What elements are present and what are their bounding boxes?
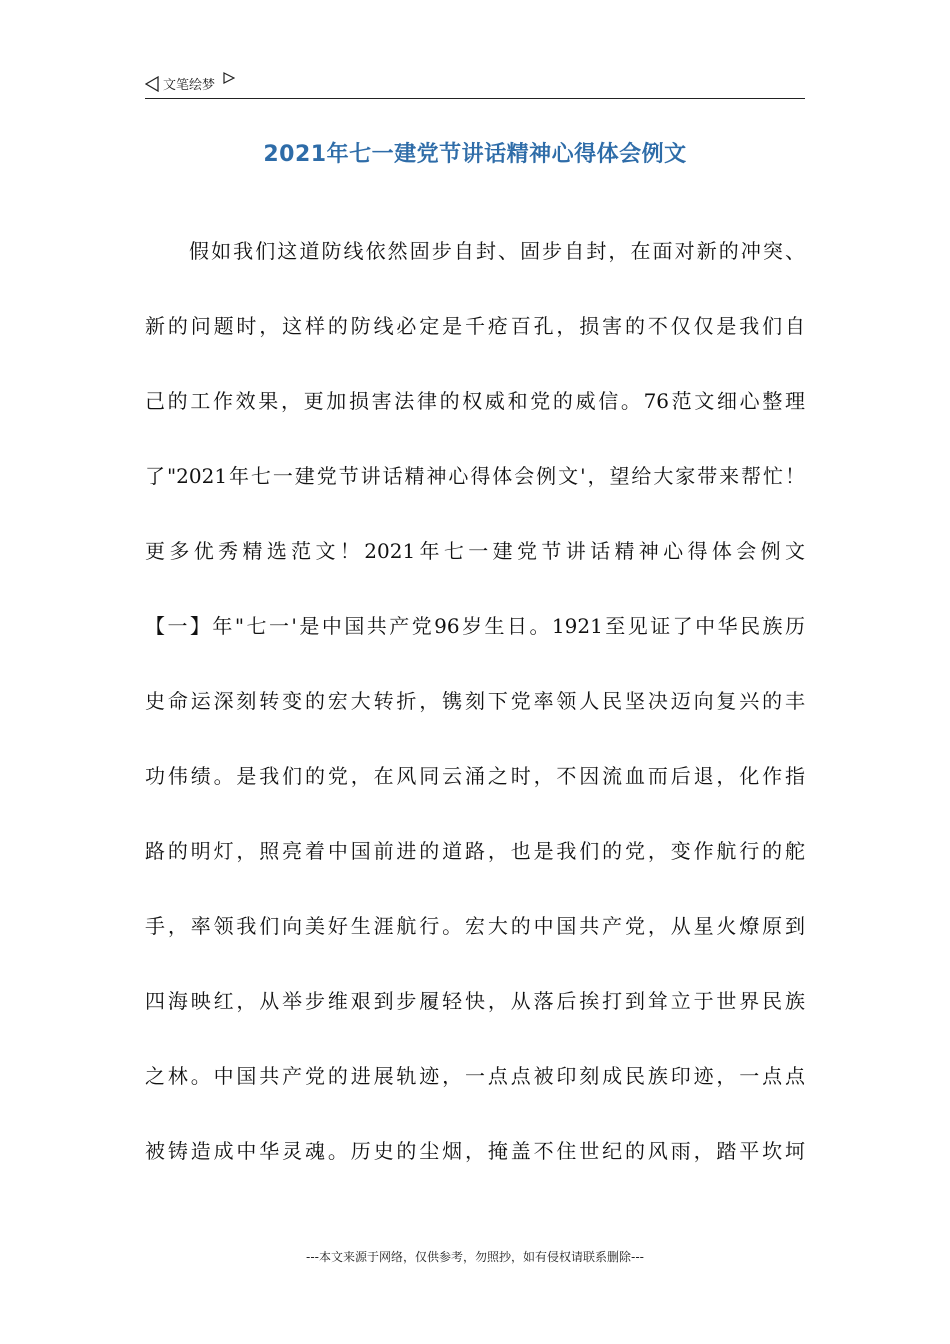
- paragraph-line: 史命运深刻转变的宏大转折，镌刻下党率领人民坚决迈向复兴的丰: [145, 689, 805, 713]
- paragraph-line: 路的明灯，照亮着中国前进的道路，也是我们的党，变作航行的舵: [145, 839, 805, 863]
- paragraph-line: 假如我们这道防线依然固步自封、固步自封，在面对新的冲突、: [189, 239, 805, 263]
- paragraph-line: 【一】年"七一'是中国共产党96岁生日。1921至见证了中华民族历: [145, 614, 805, 638]
- paragraph-line: 之林。中国共产党的进展轨迹，一点点被印刻成民族印迹，一点点: [145, 1064, 805, 1088]
- paragraph-line: 被铸造成中华灵魂。历史的尘烟，掩盖不住世纪的风雨，踏平坎坷: [145, 1139, 805, 1163]
- triangle-right-icon: [223, 72, 237, 88]
- triangle-left-icon: [145, 76, 159, 92]
- paragraph-line: 功伟绩。是我们的党，在风同云涌之时，不因流血而后退，化作指: [145, 764, 805, 788]
- document-title: 2021年七一建党节讲话精神心得体会例文: [263, 142, 687, 167]
- page-footer: ---本文来源于网络，仅供参考，勿照抄，如有侵权请联系删除---: [306, 1250, 644, 1264]
- paragraph-line: 四海映红，从举步维艰到步履轻快，从落后挨打到耸立于世界民族: [145, 989, 805, 1013]
- paragraph-line: 手，率领我们向美好生涯航行。宏大的中国共产党，从星火燎原到: [145, 914, 805, 938]
- body-paragraph: [145, 230, 805, 1205]
- page-header: [145, 72, 805, 99]
- header-brand-group: [145, 74, 237, 93]
- header-brand: 文笔绘梦: [163, 78, 216, 93]
- paragraph-line: 己的工作效果，更加损害法律的权威和党的威信。76范文细心整理: [145, 389, 805, 413]
- paragraph-line: 更多优秀精选范文！2021年七一建党节讲话精神心得体会例文: [145, 539, 805, 563]
- paragraph-line: 了"2021年七一建党节讲话精神心得体会例文'，望给大家带来帮忙！: [145, 464, 805, 488]
- paragraph-line: 新的问题时，这样的防线必定是千疮百孔，损害的不仅仅是我们自: [145, 314, 805, 338]
